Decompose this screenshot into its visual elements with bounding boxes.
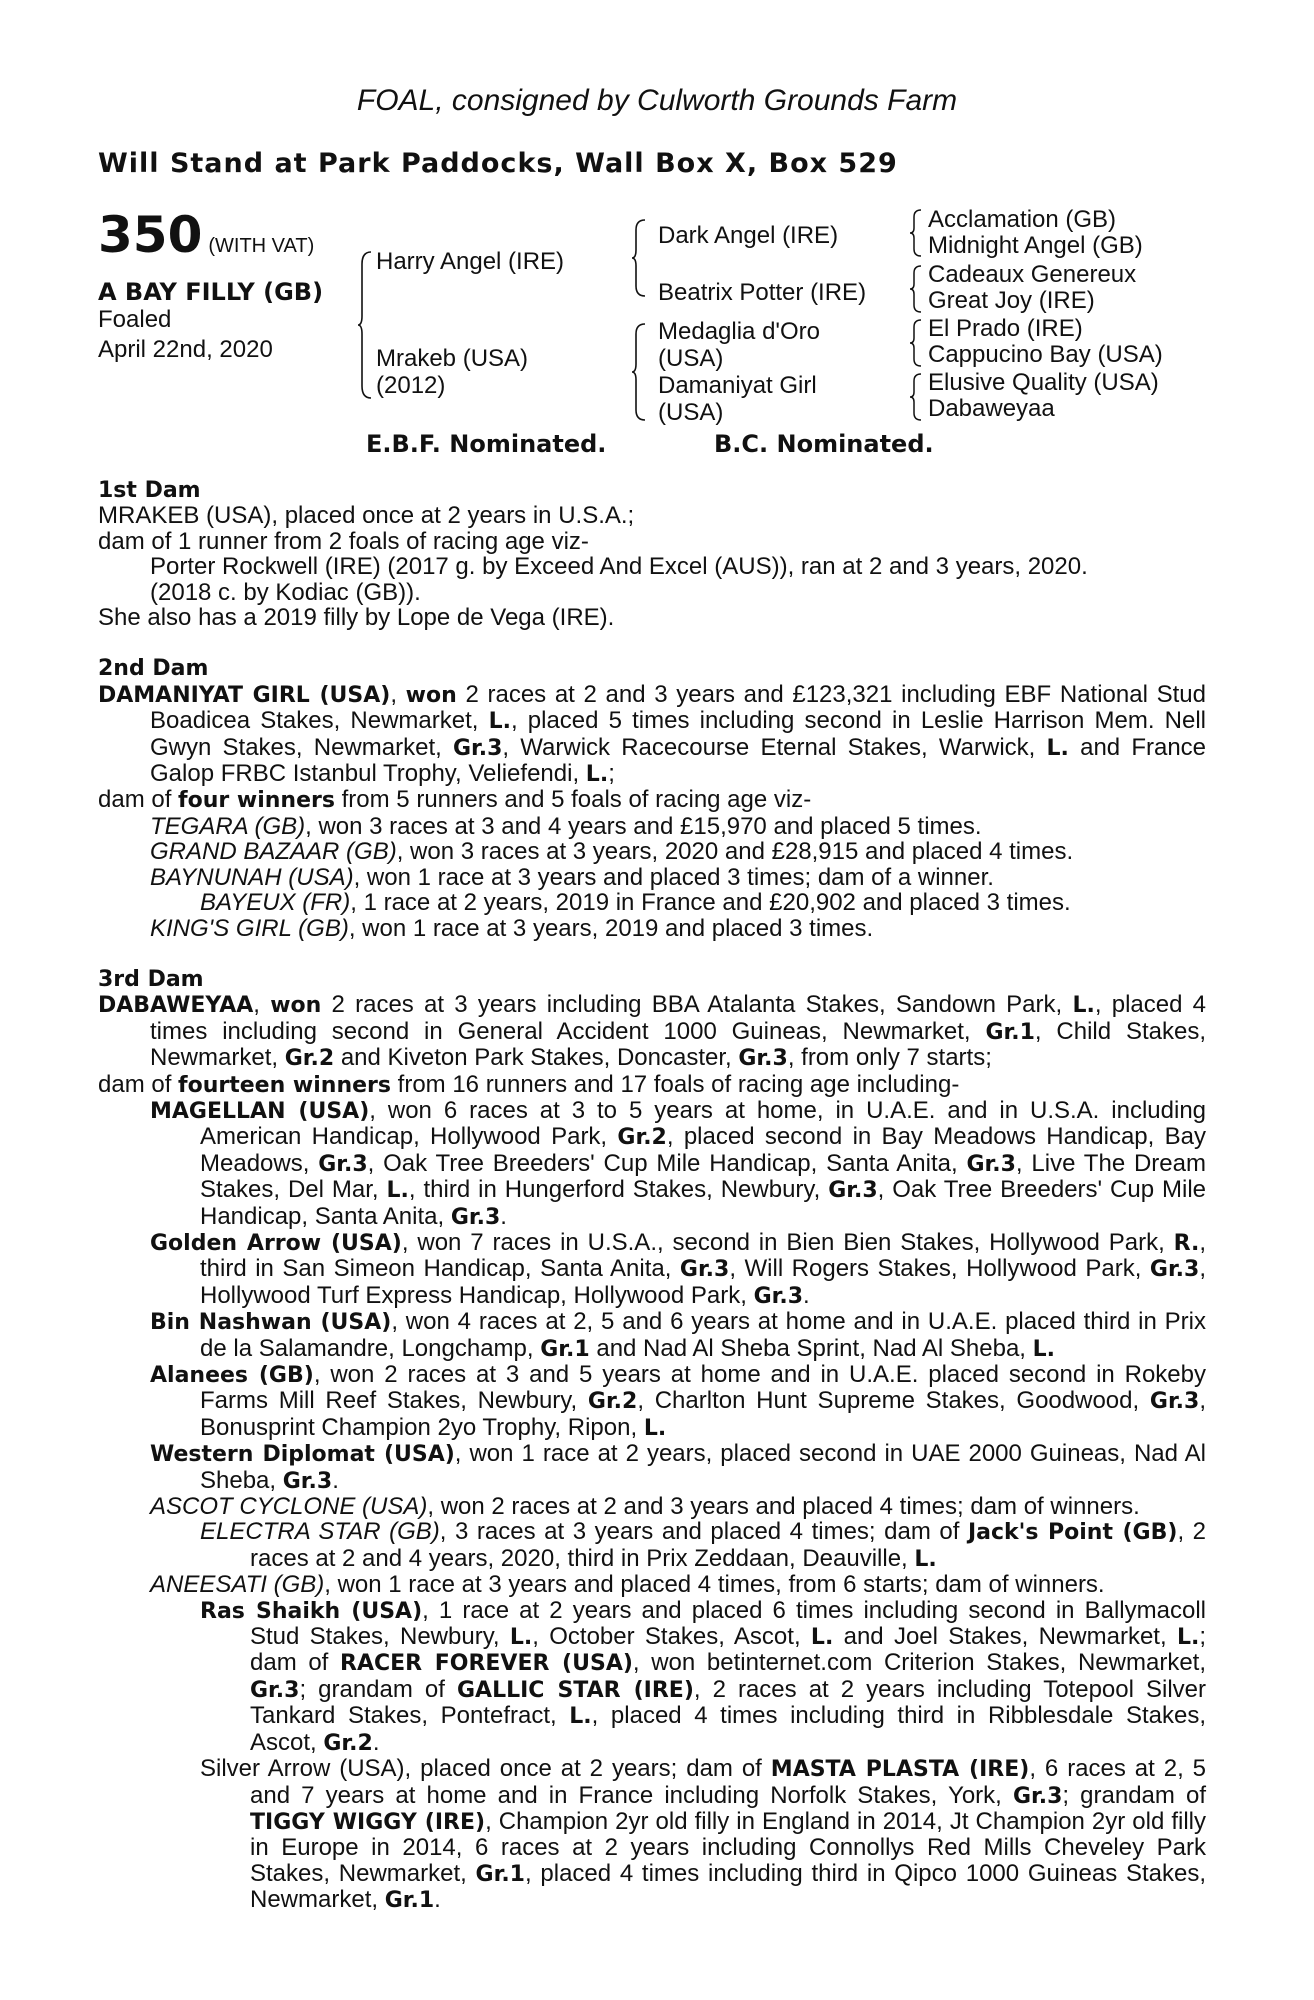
record-text: and Nad Al Sheba Sprint, Nad Al Sheba, — [596, 1334, 1026, 1362]
listed: L. — [914, 1546, 937, 1572]
pedigree-dds: Elusive Quality (USA) — [928, 369, 1159, 396]
record-text: , Oak Tree Breeders' Cup Mile Handicap, Santa Anita, — [367, 1149, 958, 1177]
horse-name: MAGELLAN (USA) — [150, 1098, 370, 1124]
group3: Gr.3 — [1149, 1257, 1200, 1283]
second-dam-text5: ; — [608, 760, 615, 788]
progeny-aneesati — [98, 1572, 1206, 1597]
listed-3: L. — [585, 762, 609, 788]
bc-nominated: B.C. Nominated. — [714, 430, 934, 458]
pedigree-dam-sire-name: Medaglia d'Oro — [658, 318, 820, 345]
listed: L. — [1176, 1625, 1200, 1651]
record-text: , October Stakes, Ascot, — [532, 1623, 801, 1651]
second-dam-record: DAMANIYAT GIRL (USA), won 2 races at 2 and 3 years and £123,321 including EBF National Stud Boadicea Stakes, Newmarket, L., placed 5 times including second in Leslie Harrison Mem. Nell Gwyn Stakes, Newmarket, Gr.3, Warwick Racecourse Eternal Stakes, Warwick, L. and France Galop FRBC Istanbul Trophy, Veliefendi, L.; — [98, 680, 1207, 788]
pedigree-ds-pair — [928, 316, 1163, 368]
horse-name: Bin Nashwan (USA) — [150, 1310, 392, 1336]
progeny-electra-star — [98, 1519, 1206, 1572]
second-dam-name: DAMANIYAT GIRL (USA) — [98, 682, 391, 708]
pedigree-brace-3d — [910, 372, 922, 422]
first-dam-line5: She also has a 2019 filly by Lope de Vega (IRE). — [98, 604, 615, 632]
first-dam-heading: 1st Dam — [98, 478, 201, 503]
group3: Gr.3 — [250, 1677, 300, 1703]
record-text: , won 1 race at 3 years and placed 4 times, from 6 starts; dam of winners. — [324, 1571, 1105, 1599]
consignor-line: FOAL, consigned by Culworth Grounds Farm — [356, 84, 958, 117]
progeny-western-diplomat: Western Diplomat (USA), won 1 race at 2 years, placed second in UAE 2000 Guineas, Nad Al Sheba, Gr.3. — [150, 1440, 1207, 1494]
first-dam-progeny-1: Porter Rockwell (IRE) (2017 g. by Exceed And Excel (AUS)), ran at 2 and 3 years, 2020. — [150, 553, 1088, 581]
progeny-grand-bazaar — [98, 839, 1206, 864]
third-dam-text: , Child Stakes, Newmarket, — [150, 1017, 1207, 1072]
listed: L. — [810, 1625, 834, 1651]
group3: Gr.3 — [753, 1283, 804, 1309]
record-text: , 3 races at 3 years and placed 4 times; dam of — [439, 1518, 960, 1546]
listed: L. — [386, 1178, 409, 1204]
horse-name: MASTA PLASTA (IRE) — [770, 1757, 1030, 1783]
pedigree-sdd: Great Joy (IRE) — [928, 287, 1095, 314]
progeny-bayeux — [98, 890, 1206, 915]
second-dam-text3: , Warwick Racecourse Eternal Stakes, Warwick, — [502, 733, 1036, 761]
group2: Gr.2 — [323, 1730, 373, 1756]
listed-1: L. — [488, 709, 511, 735]
progeny-text: , won 1 race at 3 years, 2019 and placed 3 times. — [348, 914, 874, 942]
group3: Gr.3 — [318, 1151, 368, 1177]
third-dam-won: won — [270, 993, 322, 1019]
progeny-kings-girl — [98, 916, 1206, 941]
pedigree-dam-dam-name: Damaniyat Girl — [658, 372, 817, 399]
second-dam-won: won — [405, 682, 457, 708]
second-dam-text4: and France Galop FRBC Istanbul Trophy, Veliefendi, — [150, 733, 1207, 788]
horse-name: Alanees (GB) — [150, 1363, 314, 1388]
record-text: , third in San Simeon Handicap, Santa Anita, — [200, 1228, 1207, 1283]
horse-name: ASCOT CYCLONE (USA) — [150, 1493, 428, 1521]
pedigree-brace-3b — [910, 264, 922, 314]
ebf-nominated: E.B.F. Nominated. — [366, 430, 607, 458]
group3: Gr.3 — [828, 1178, 878, 1204]
group2: Gr.2 — [587, 1389, 638, 1415]
horse-name: Jack's Point (GB) — [967, 1520, 1178, 1546]
group3: Gr.3 — [738, 1046, 788, 1072]
pedigree-sire: Harry Angel (IRE) — [376, 248, 565, 275]
foaled-info — [98, 305, 273, 365]
progeny-baynunah — [98, 865, 1206, 890]
progeny-name: TEGARA (GB) — [150, 812, 306, 840]
restricted: R. — [1173, 1230, 1200, 1256]
record-text: , won 7 races in U.S.A., second in Bien Bien Stakes, Hollywood Park, — [401, 1228, 1165, 1256]
pedigree-sds: Cadeaux Genereux — [928, 261, 1137, 288]
pedigree-dss: El Prado (IRE) — [928, 315, 1083, 342]
group2: Gr.2 — [617, 1125, 667, 1151]
lot-description: A BAY FILLY (GB) — [98, 278, 324, 306]
record-text: , Charlton Hunt Supreme Stakes, Goodwood, — [637, 1387, 1140, 1415]
pedigree-dam-name: Mrakeb (USA) — [376, 345, 529, 372]
record-text: Silver Arrow (USA), placed once at 2 years; dam of — [200, 1755, 762, 1783]
listed: L. — [1032, 1336, 1056, 1362]
record-text: , won 1 race at 2 years, placed second in UAE 2000 Guineas, Nad Al Sheba, — [200, 1440, 1207, 1494]
group3-1: Gr.3 — [452, 735, 503, 761]
horse-name: TIGGY WIGGY (IRE) — [250, 1809, 486, 1835]
pedigree-brace-2b — [632, 322, 646, 422]
listed: L. — [643, 1415, 667, 1441]
record-text: , Bonusprint Champion 2yo Trophy, Ripon, — [200, 1387, 1206, 1441]
pedigree-brace-2a — [632, 218, 646, 298]
pedigree-ssd: Midnight Angel (GB) — [928, 232, 1143, 259]
pedigree-ddd: Dabaweyaa — [928, 395, 1055, 422]
record-text: , Live The Dream Stakes, Del Mar, — [200, 1149, 1206, 1204]
pedigree-dd-pair — [928, 370, 1159, 422]
second-dam-dam-of — [98, 787, 1206, 813]
pedigree-dam-year: (2012) — [376, 372, 446, 399]
record-text: , 1 race at 2 years and placed 6 times including second in Ballymacoll Stud Stakes, Newbury, — [250, 1596, 1206, 1651]
group3: Gr.3 — [966, 1151, 1016, 1177]
progeny-text: , won 1 race at 3 years and placed 3 times; dam of a winner. — [353, 863, 994, 891]
group2: Gr.2 — [284, 1046, 335, 1072]
record-text: ; grandam of — [299, 1675, 445, 1703]
progeny-golden-arrow: Golden Arrow (USA), won 7 races in U.S.A., second in Bien Bien Stakes, Hollywood Park, R., third in San Simeon Handicap, Santa Anita, Gr.3, Will Rogers Stakes, Hollywood Park, Gr.3, Hollywood Turf Express Handicap, Hollywood Park, Gr.3. — [150, 1228, 1207, 1309]
group3: Gr.3 — [1012, 1783, 1063, 1809]
dam-of-pre: dam of — [98, 1070, 172, 1098]
third-dam-heading: 3rd Dam — [98, 966, 204, 992]
dam-of-post: from 5 runners and 5 foals of racing age viz- — [341, 786, 812, 814]
record-text: , won 2 races at 3 and 5 years at home and in U.A.E. placed second in Rokeby Farms Mill Reef Stakes, Newbury, — [200, 1361, 1206, 1415]
lot-header — [98, 206, 314, 264]
third-dam-record: DABAWEYAA, won 2 races at 3 years including BBA Atalanta Stakes, Sandown Park, L., placed 4 times including second in General Accident 1000 Guineas, Newmarket, Gr.1, Child Stakes, Newmarket, Gr.2 and Kiveton Park Stakes, Doncaster, Gr.3, from only 7 starts; — [98, 991, 1207, 1072]
first-dam-progeny-2: (2018 c. by Kodiac (GB)). — [150, 578, 421, 606]
foaled-date: April 22nd, 2020 — [98, 336, 273, 363]
progeny-name: BAYNUNAH (USA) — [150, 863, 354, 891]
foaled-label: Foaled — [98, 306, 172, 333]
pedigree-dsd: Cappucino Bay (USA) — [928, 341, 1163, 368]
progeny-ras-shaikh: Ras Shaikh (USA), 1 race at 2 years and placed 6 times including second in Ballymacoll Stud Stakes, Newbury, L., October Stakes, Ascot, L. and Joel Stakes, Newmarket, L.; dam of RACER FOREVER (USA), won betinternet.com Criterion Stakes, Newmarket, Gr.3; grandam of GALLIC STAR (IRE), 2 races at 2 years including Totepool Silver Tankard Stakes, Pontefract, L., placed 4 times including third in Ribblesdale Stakes, Ascot, Gr.2. — [200, 1596, 1206, 1756]
pedigree-dam-dam — [658, 372, 817, 426]
pedigree-brace-1 — [358, 250, 372, 400]
group1: Gr.1 — [384, 1888, 435, 1914]
third-dam-text: , placed 4 times including second in General Accident 1000 Guineas, Newmarket, — [150, 991, 1207, 1045]
progeny-tegara — [98, 814, 1206, 839]
record-text: , 2 races at 2 and 4 years, 2020, third in Prix Zeddaan, Deauville, — [250, 1518, 1207, 1572]
progeny-ascot-cyclone — [98, 1494, 1206, 1519]
record-text: , Hollywood Turf Express Handicap, Hollywood Park, — [200, 1255, 1206, 1309]
pedigree-dam-sire — [658, 318, 820, 372]
record-text: , third in Hungerford Stakes, Newbury, — [408, 1176, 821, 1204]
record-text: , won 6 races at 3 to 5 years at home, in U.A.E. and in U.S.A. including American Handicap, Hollywood Park, — [200, 1096, 1207, 1151]
record-text: , won 2 races at 2 and 3 years and placed 4 times; dam of winners. — [427, 1493, 1140, 1521]
dam-of-pre: dam of — [98, 786, 172, 814]
third-dam-dam-of — [98, 1072, 1206, 1098]
stand-location: Will Stand at Park Paddocks, Wall Box X, Box 529 — [98, 148, 898, 179]
listed: L. — [569, 1704, 592, 1730]
progeny-name: KING'S GIRL (GB) — [150, 914, 349, 942]
dam-of-post: from 16 runners and 17 foals of racing age including- — [397, 1070, 960, 1098]
horse-name: ELECTRA STAR (GB) — [200, 1518, 440, 1546]
second-dam-text1: 2 races at 2 and 3 years and £123,321 including EBF National Stud Boadicea Stakes, Newmarket, — [150, 680, 1206, 735]
record-text: , won betinternet.com Criterion Stakes, Newmarket, — [632, 1649, 1206, 1677]
dam-of-winners: four winners — [178, 788, 335, 814]
record-text: , 2 races at 2 years including Totepool Silver Tankard Stakes, Pontefract, — [250, 1675, 1206, 1730]
pedigree-sire-dam: Beatrix Potter (IRE) — [658, 279, 867, 306]
pedigree-notes — [98, 478, 1206, 1914]
listed: L. — [1072, 993, 1095, 1019]
progeny-silver-arrow: Silver Arrow (USA), placed once at 2 years; dam of MASTA PLASTA (IRE), 6 races at 2, 5 and 7 years at home and in France including Norfolk Stakes, York, Gr.3; grandam of TIGGY WIGGY (IRE), Champion 2yr old filly in England in 2014, Jt Champion 2yr old filly in Europe in 2014, 6 races at 2 years including Connollys Red Mills Cheveley Park Stakes, Newmarket, Gr.1, placed 4 times including third in Qipco 1000 Guineas Stakes, Newmarket, Gr.1. — [200, 1755, 1207, 1914]
record-text: , placed 4 times including third in Qipco 1000 Guineas Stakes, Newmarket, — [250, 1859, 1207, 1914]
progeny-alanees — [98, 1362, 1206, 1441]
pedigree-brace-3a — [910, 208, 922, 258]
pedigree-sire-sire: Dark Angel (IRE) — [658, 222, 839, 249]
horse-name: ANEESATI (GB) — [150, 1571, 325, 1599]
first-dam-line2: dam of 1 runner from 2 foals of racing age viz- — [98, 527, 589, 555]
pedigree-brace-3c — [910, 318, 922, 368]
record-text: and Joel Stakes, Newmarket, — [843, 1623, 1167, 1651]
progeny-magellan: MAGELLAN (USA), won 6 races at 3 to 5 years at home, in U.A.E. and in U.S.A. including American Handicap, Hollywood Park, Gr.2, placed second in Bay Meadows Handicap, Bay Meadows, Gr.3, Oak Tree Breeders' Cup Mile Handicap, Santa Anita, Gr.3, Live The Dream Stakes, Del Mar, L., third in Hungerford Stakes, Newbury, Gr.3, Oak Tree Breeders' Cup Mile Handicap, Santa Anita, Gr.3. — [150, 1096, 1207, 1230]
group1: Gr.1 — [475, 1861, 525, 1887]
third-dam-text: and Kiveton Park Stakes, Doncaster, — [340, 1044, 732, 1072]
pedigree-dam-sire-origin: (USA) — [658, 345, 724, 372]
record-text: , Will Rogers Stakes, Hollywood Park, — [729, 1255, 1142, 1283]
second-dam-heading: 2nd Dam — [98, 656, 209, 682]
third-dam-name: DABAWEYAA — [98, 993, 254, 1019]
record-text: , placed 4 times including third in Ribblesdale Stakes, Ascot, — [250, 1702, 1206, 1756]
record-text: , placed second in Bay Meadows Handicap, Bay Meadows, — [200, 1123, 1206, 1177]
progeny-name: GRAND BAZAAR (GB) — [150, 838, 397, 866]
group3: Gr.3 — [450, 1204, 501, 1230]
progeny-text: , won 3 races at 3 and 4 years and £15,970 and placed 5 times. — [305, 812, 982, 840]
record-text: ; grandam of — [1062, 1781, 1206, 1809]
group1: Gr.1 — [985, 1019, 1035, 1045]
record-text: , won 4 races at 2, 5 and 6 years at home and in U.A.E. placed third in Prix de la Salamandre, Longchamp, — [200, 1308, 1206, 1362]
record-text: , Oak Tree Breeders' Cup Mile Handicap, Santa Anita, — [200, 1176, 1207, 1230]
group3: Gr.3 — [1149, 1389, 1200, 1415]
horse-name: RACER FOREVER (USA) — [340, 1651, 633, 1677]
progeny-text: , 1 race at 2 years, 2019 in France and £20,902 and placed 3 times. — [350, 889, 1071, 917]
pedigree-sd-pair — [928, 262, 1136, 314]
horse-name: Western Diplomat (USA) — [150, 1442, 455, 1468]
listed-2: L. — [1046, 735, 1069, 761]
progeny-text: , won 3 races at 3 years, 2020 and £28,915 and placed 4 times. — [396, 838, 1074, 866]
horse-name: GALLIC STAR (IRE) — [456, 1677, 694, 1703]
third-dam-text: , from only 7 starts; — [787, 1044, 992, 1072]
progeny-bin-nashwan — [98, 1309, 1206, 1362]
dam-of-winners: fourteen winners — [178, 1072, 391, 1098]
listed: L. — [509, 1625, 533, 1651]
record-text: , 6 races at 2, 5 and 7 years at home and in France including Norfolk Stakes, York, — [250, 1755, 1207, 1809]
pedigree-sss: Acclamation (GB) — [928, 206, 1117, 233]
group3: Gr.3 — [282, 1468, 333, 1494]
group1: Gr.1 — [540, 1336, 590, 1362]
pedigree-dam-dam-origin: (USA) — [658, 399, 724, 426]
record-text: , Champion 2yr old filly in England in 2014, Jt Champion 2yr old filly in Europe in 2014, 6 races at 2 years including Connollys Red Mills Cheveley Park Stakes, Newmarket, — [250, 1807, 1206, 1887]
pedigree-ss-pair — [928, 207, 1143, 259]
lot-number: 350 — [98, 206, 203, 264]
progeny-name: BAYEUX (FR) — [200, 889, 351, 917]
group3: Gr.3 — [679, 1257, 730, 1283]
first-dam-line1: MRAKEB (USA), placed once at 2 years in U.S.A.; — [98, 502, 635, 530]
record-text: ; dam of — [250, 1623, 1206, 1677]
horse-name: Ras Shaikh (USA) — [200, 1598, 423, 1624]
pedigree-dam — [376, 345, 528, 399]
horse-name: Golden Arrow (USA) — [150, 1230, 402, 1256]
third-dam-text: 2 races at 3 years including BBA Atalanta Stakes, Sandown Park, — [331, 991, 1063, 1019]
lot-vat: (WITH VAT) — [208, 235, 315, 257]
second-dam-text2: , placed 5 times including second in Leslie Harrison Mem. Nell Gwyn Stakes, Newmarket, — [150, 707, 1206, 761]
